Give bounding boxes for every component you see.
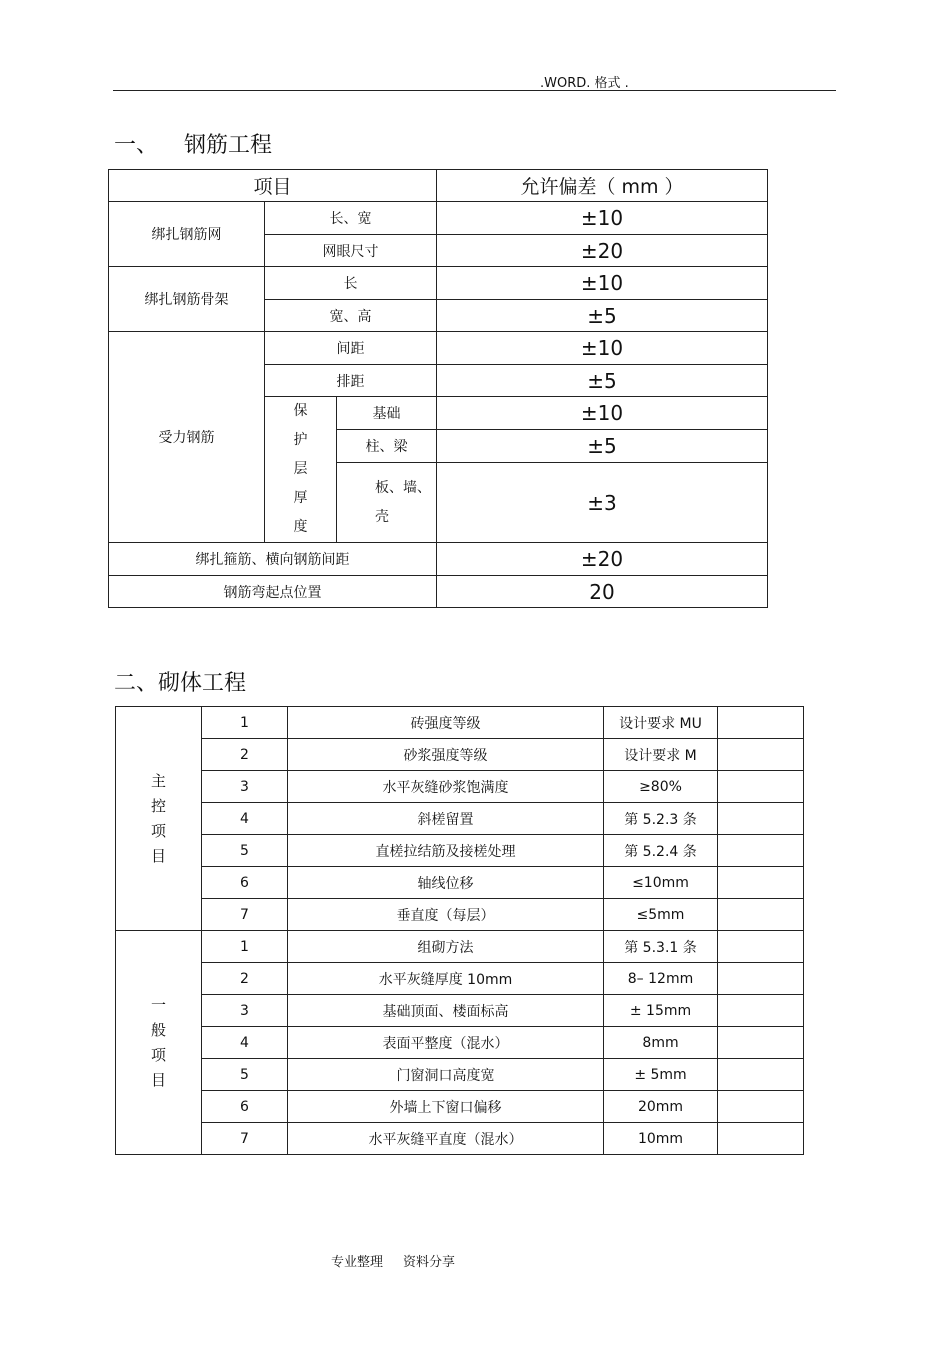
row-number: 6 (202, 1091, 288, 1123)
row-number: 4 (202, 803, 288, 835)
table-row (116, 867, 804, 899)
header-text: .WORD. 格式 . (540, 76, 629, 91)
tolerance-value: 20 (437, 576, 768, 608)
tolerance-value: ±10 (437, 332, 768, 365)
row-number: 3 (202, 995, 288, 1027)
cover-thickness-label (265, 397, 337, 543)
table-row (116, 931, 804, 963)
table-row (116, 835, 804, 867)
item-name: 门窗洞口高度宽 (288, 1059, 604, 1091)
item-name: 外墙上下窗口偏移 (288, 1091, 604, 1123)
blank-cell (718, 1027, 804, 1059)
blank-cell (718, 995, 804, 1027)
requirement: 设计要求 MU (604, 707, 718, 739)
sub-item-line: 壳 (375, 508, 389, 525)
table-row (116, 899, 804, 931)
sub-item: 网眼尺寸 (265, 235, 437, 267)
requirement: ≤10mm (604, 867, 718, 899)
table-row (116, 995, 804, 1027)
item-name: 轴线位移 (288, 867, 604, 899)
cover-char: 度 (293, 519, 308, 535)
group-char: 目 (150, 1070, 166, 1089)
item-name: 水平灰缝厚度 10mm (288, 963, 604, 995)
table-row (116, 1059, 804, 1091)
masonry-table (115, 706, 804, 1155)
sub-item: 宽、高 (265, 300, 437, 332)
table-row (116, 803, 804, 835)
header-deviation: 允许偏差（ mm ） (437, 170, 768, 202)
requirement: ≥80% (604, 771, 718, 803)
blank-cell (718, 867, 804, 899)
sub-item-line: 板、墙、 (375, 479, 431, 496)
group-char: 一 (150, 995, 166, 1014)
group-char: 目 (150, 846, 166, 865)
cover-char: 厚 (293, 490, 308, 506)
section1-title-text: 钢筋工程 (184, 133, 273, 158)
item-name: 垂直度（每层） (288, 899, 604, 931)
table-row (116, 1027, 804, 1059)
group-label: 绑扎钢筋骨架 (109, 267, 265, 332)
tolerance-value: ±20 (437, 543, 768, 576)
tolerance-value: ±10 (437, 202, 768, 235)
header-item: 项目 (109, 170, 437, 202)
requirement: 8mm (604, 1027, 718, 1059)
requirement: 第 5.3.1 条 (604, 931, 718, 963)
item-name: 砖强度等级 (288, 707, 604, 739)
group-label: 受力钢筋 (109, 332, 265, 543)
blank-cell (718, 1123, 804, 1155)
sub-item: 排距 (265, 365, 437, 397)
row-number: 1 (202, 707, 288, 739)
requirement: 设计要求 M (604, 739, 718, 771)
cover-char: 保 (293, 403, 308, 419)
blank-cell (718, 931, 804, 963)
sub-item: 长、宽 (265, 202, 437, 235)
item-name: 组砌方法 (288, 931, 604, 963)
blank-cell (718, 963, 804, 995)
item-name: 基础顶面、楼面标高 (288, 995, 604, 1027)
group-char: 般 (150, 1020, 166, 1039)
footer-right: 资料分享 (403, 1255, 456, 1270)
group-char: 项 (150, 821, 166, 840)
page-header (113, 70, 836, 91)
table-row (116, 963, 804, 995)
cover-char: 护 (293, 432, 308, 448)
blank-cell (718, 1059, 804, 1091)
page-footer (331, 1251, 455, 1270)
item-name: 水平灰缝平直度（混水） (288, 1123, 604, 1155)
blank-cell (718, 835, 804, 867)
blank-cell (718, 771, 804, 803)
blank-cell (718, 707, 804, 739)
item-name: 砂浆强度等级 (288, 739, 604, 771)
group-label: 绑扎钢筋网 (109, 202, 265, 267)
requirement: 第 5.2.3 条 (604, 803, 718, 835)
tolerance-value: ±5 (437, 300, 768, 332)
sub-item: 基础 (337, 397, 437, 430)
row-number: 5 (202, 835, 288, 867)
footer-left: 专业整理 (331, 1255, 384, 1270)
requirement: 20mm (604, 1091, 718, 1123)
sub-item (337, 463, 437, 543)
section1-number: 一、 (114, 133, 159, 158)
row-number: 7 (202, 899, 288, 931)
row-number: 2 (202, 963, 288, 995)
table-row (116, 707, 804, 739)
section2-title: 二、砌体工程 (114, 671, 247, 696)
main-control-group (116, 707, 202, 931)
row-number: 1 (202, 931, 288, 963)
item-name: 斜槎留置 (288, 803, 604, 835)
row-number: 7 (202, 1123, 288, 1155)
section1-title (114, 128, 272, 159)
blank-cell (718, 739, 804, 771)
sub-item: 长 (265, 267, 437, 300)
item-name: 直槎拉结筋及接槎处理 (288, 835, 604, 867)
tolerance-value: ±20 (437, 235, 768, 267)
item-name: 表面平整度（混水） (288, 1027, 604, 1059)
row-number: 6 (202, 867, 288, 899)
table-row (116, 1123, 804, 1155)
row-number: 5 (202, 1059, 288, 1091)
table-row (116, 771, 804, 803)
item-name: 水平灰缝砂浆饱满度 (288, 771, 604, 803)
row-label: 绑扎箍筋、横向钢筋间距 (109, 543, 437, 576)
requirement: 8– 12mm (604, 963, 718, 995)
requirement: 10mm (604, 1123, 718, 1155)
table-row (116, 739, 804, 771)
table-row (116, 1091, 804, 1123)
sub-item: 柱、梁 (337, 429, 437, 463)
cover-char: 层 (293, 461, 308, 477)
sub-item: 间距 (265, 332, 437, 365)
group-char: 控 (150, 796, 166, 815)
general-group (116, 931, 202, 1155)
requirement: ≤5mm (604, 899, 718, 931)
row-number: 2 (202, 739, 288, 771)
requirement: ± 5mm (604, 1059, 718, 1091)
rebar-tolerance-table (108, 169, 768, 608)
group-char: 项 (150, 1045, 166, 1064)
group-char: 主 (150, 771, 166, 790)
row-number: 3 (202, 771, 288, 803)
row-number: 4 (202, 1027, 288, 1059)
blank-cell (718, 899, 804, 931)
row-label: 钢筋弯起点位置 (109, 576, 437, 608)
blank-cell (718, 803, 804, 835)
requirement: ± 15mm (604, 995, 718, 1027)
tolerance-value: ±5 (437, 365, 768, 397)
blank-cell (718, 1091, 804, 1123)
tolerance-value: ±10 (437, 267, 768, 300)
tolerance-value: ±3 (437, 463, 768, 543)
tolerance-value: ±10 (437, 397, 768, 430)
tolerance-value: ±5 (437, 429, 768, 463)
requirement: 第 5.2.4 条 (604, 835, 718, 867)
